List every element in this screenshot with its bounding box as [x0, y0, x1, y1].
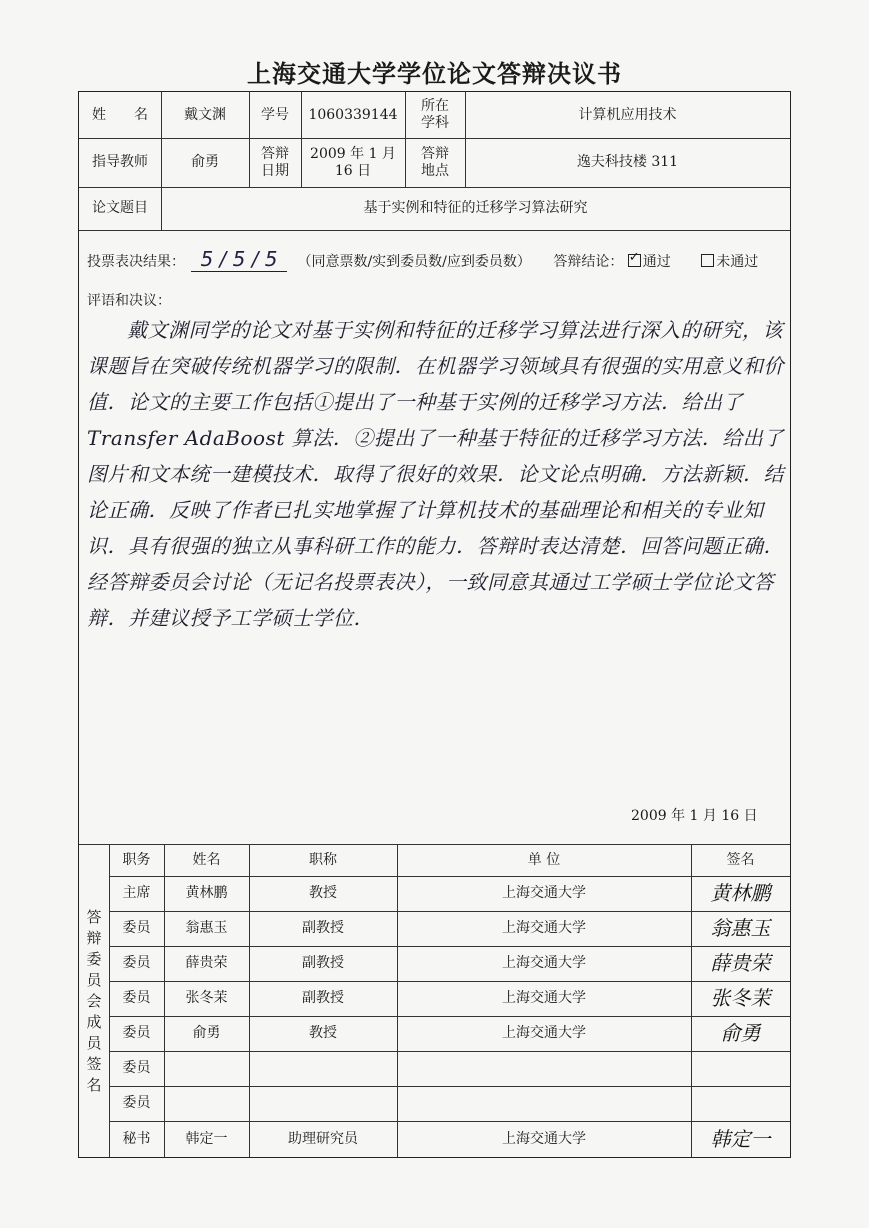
secretary-unit: 上海交通大学	[502, 1130, 586, 1147]
member-name: 张冬茉	[185, 990, 228, 1006]
vote-legend: （同意票数/实到委员数/应到委员数）	[297, 254, 531, 270]
member-unit: 上海交通大学	[502, 920, 586, 936]
header-signature: 签名	[726, 851, 755, 868]
thesis-topic: 基于实例和特征的迁移学习算法研究	[363, 200, 588, 216]
committee-side-label: 答辩委员会成员签名	[86, 908, 102, 1094]
secretary-title: 助理研究员	[288, 1130, 358, 1147]
member-title: 副教授	[302, 990, 344, 1006]
member-unit	[397, 1051, 691, 1086]
vote-result: 5 / 5 / 5	[191, 247, 287, 272]
member-title	[249, 1086, 397, 1121]
comment-label: 评语和决议：	[87, 293, 171, 309]
secretary-role: 秘书	[122, 1130, 151, 1147]
member-signature: 薛贵荣	[710, 951, 771, 975]
member-unit: 上海交通大学	[502, 955, 586, 971]
member-signature: 翁惠玉	[710, 916, 771, 940]
pass-label: 通过	[642, 254, 671, 270]
fail-label: 未通过	[716, 254, 759, 270]
member-title: 副教授	[302, 955, 344, 971]
topic-label: 论文题目	[92, 200, 148, 216]
department: 计算机应用技术	[578, 106, 677, 123]
resolution-date: 2009 年 1 月 16 日	[631, 808, 758, 824]
member-unit: 上海交通大学	[502, 1025, 586, 1041]
member-role: 委员	[122, 1095, 151, 1111]
member-signature: 俞勇	[720, 1021, 761, 1045]
advisor-name: 俞勇	[191, 154, 219, 170]
member-signature: 黄林鹏	[710, 881, 771, 905]
member-name: 黄林鹏	[185, 885, 228, 901]
member-name	[164, 1051, 249, 1086]
member-signature	[691, 1051, 790, 1086]
header-title: 职称	[309, 851, 337, 868]
header-role: 职务	[122, 851, 151, 868]
member-title: 教授	[309, 885, 337, 901]
member-unit: 上海交通大学	[502, 885, 586, 901]
secretary-signature: 韩定一	[710, 1126, 771, 1151]
member-name: 翁惠玉	[185, 920, 228, 936]
member-title: 教授	[309, 1025, 337, 1041]
conclusion-label: 答辩结论：	[553, 254, 624, 270]
defense-place: 逸夫科技楼 311	[576, 154, 679, 170]
member-signature: 张冬茉	[710, 986, 771, 1010]
defense-date-label: 答辩 日期	[261, 145, 289, 179]
member-name: 薛贵荣	[185, 955, 228, 971]
header-unit: 单 位	[527, 851, 561, 868]
member-name	[164, 1086, 249, 1121]
defense-place-label: 答辩 地点	[421, 145, 449, 179]
member-signature	[691, 1086, 790, 1121]
member-role: 委员	[122, 920, 151, 936]
pass-checkbox[interactable]	[628, 254, 641, 267]
fail-checkbox[interactable]	[701, 254, 714, 267]
member-unit: 上海交通大学	[502, 990, 586, 1006]
name-label: 姓 名	[92, 106, 148, 123]
member-role: 委员	[122, 955, 151, 971]
header-name: 姓名	[192, 851, 221, 868]
advisor-label: 指导教师	[92, 154, 148, 170]
member-role: 主席	[122, 885, 151, 901]
member-unit	[397, 1086, 691, 1121]
resolution-form	[78, 91, 791, 1158]
handwritten-comment: 戴文渊同学的论文对基于实例和特征的迁移学习算法进行深入的研究，该课题旨在突破传统机器学习的限制．在机器学习领域具有很强的实用意义和价值．论文的主要工作包括①提出了一种基于实例的迁移学习方法．给出了 Transfer AdaBoost 算法．②提出了一种基于特征的迁移学习方法．给出了图片和文本统一建模技术．取得了很好的效果．论文论点明确．方法新颖．结论正确．反映了作者已扎实地掌握了计算机技术的基础理论和相关的专业知识．具有很强的独立从事科研工作的能力．答辩时表达清楚．回答问题正确．经答辩委员会讨论（无记名投票表决），一致同意其通过工学硕士学位论文答辩．并建议授予工学硕士学位．	[87, 318, 784, 630]
student-id: 1060339144	[308, 106, 398, 123]
member-name: 俞勇	[192, 1025, 221, 1041]
student-name: 戴文渊	[184, 106, 226, 123]
document-title: 上海交通大学学位论文答辩决议书	[247, 59, 622, 88]
student-id-label: 学号	[261, 106, 289, 123]
member-role: 委员	[122, 1025, 151, 1041]
defense-date: 2009 年 1 月 16 日	[310, 145, 396, 179]
member-title: 副教授	[302, 920, 344, 936]
dept-label: 所在 学科	[421, 98, 449, 131]
member-title	[249, 1051, 397, 1086]
secretary-name: 韩定一	[185, 1130, 228, 1147]
member-role: 委员	[122, 990, 151, 1006]
vote-label: 投票表决结果：	[87, 254, 185, 270]
member-role: 委员	[122, 1060, 151, 1076]
vote-result-row	[87, 247, 758, 272]
